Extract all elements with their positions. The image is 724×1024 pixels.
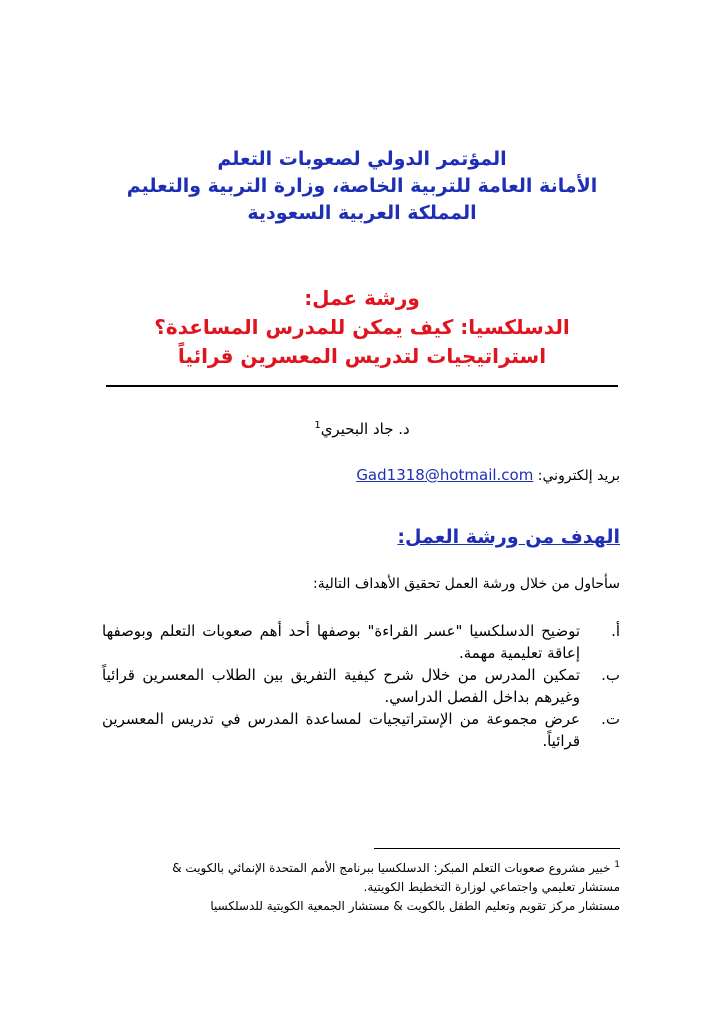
objectives-heading: الهدف من ورشة العمل: — [397, 526, 620, 548]
list-marker: ت. — [601, 710, 620, 728]
objectives-list — [102, 620, 620, 752]
author-footnote-mark[interactable]: 1 — [314, 420, 321, 431]
objectives-intro: سأحاول من خلال ورشة العمل تحقيق الأهداف التالية: — [313, 576, 620, 592]
author-name: د. جاد البحيري — [320, 420, 410, 438]
organizer-line: الأمانة العامة للتربية الخاصة، وزارة التربية والتعليم — [126, 175, 598, 197]
conference-header — [100, 146, 624, 227]
list-item — [102, 620, 620, 664]
footnote-text-1: خبير مشروع صعوبات التعلم المبكر: الدسلكسيا ببرنامج الأمم المتحدة الإنمائي بالكويت & — [172, 861, 611, 875]
conference-title: المؤتمر الدولي لصعوبات التعلم — [217, 148, 507, 170]
email-link[interactable]: Gad1318@hotmail.com — [356, 466, 534, 484]
workshop-subtitle: استراتيجيات لتدريس المعسرين قرائياً — [177, 344, 547, 368]
footnote-line-2: مستشار تعليمي واجتماعي لوزارة التخطيط الكويتية. — [363, 880, 620, 894]
list-item-text: تمكين المدرس من خلال شرح كيفية التفريق بين الطلاب المعسرين قرائياً وغيرهم بداخل الفصل الدراسي. — [102, 666, 580, 706]
header-divider — [106, 385, 618, 387]
author-line — [100, 420, 624, 438]
list-item-text: توضيح الدسلكسيا "عسر القراءة" بوصفها أحد أهم صعوبات التعلم وبوصفها إعاقة تعليمية مهمة. — [102, 622, 580, 662]
list-item — [102, 664, 620, 708]
footnote — [100, 856, 620, 916]
footnote-line-3: مستشار مركز تقويم وتعليم الطفل بالكويت & مستشار الجمعية الكويتية للدسلكسيا — [210, 899, 620, 913]
email-line — [356, 466, 620, 484]
list-marker: ب. — [601, 666, 620, 684]
list-item-text: عرض مجموعة من الإستراتيجيات لمساعدة المدرس في تدريس المعسرين قرائياً. — [102, 710, 580, 750]
footnote-divider — [374, 848, 620, 849]
workshop-label: ورشة عمل: — [304, 286, 420, 310]
list-marker: أ. — [611, 622, 620, 640]
email-label: بريد إلكتروني: — [537, 468, 620, 484]
footnote-mark: 1 — [614, 860, 620, 870]
footnote-line-1 — [100, 856, 620, 878]
country-line: المملكة العربية السعودية — [247, 202, 477, 224]
list-item — [102, 708, 620, 752]
workshop-header — [100, 284, 624, 371]
workshop-title: الدسلكسيا: كيف يمكن للمدرس المساعدة؟ — [154, 315, 570, 339]
